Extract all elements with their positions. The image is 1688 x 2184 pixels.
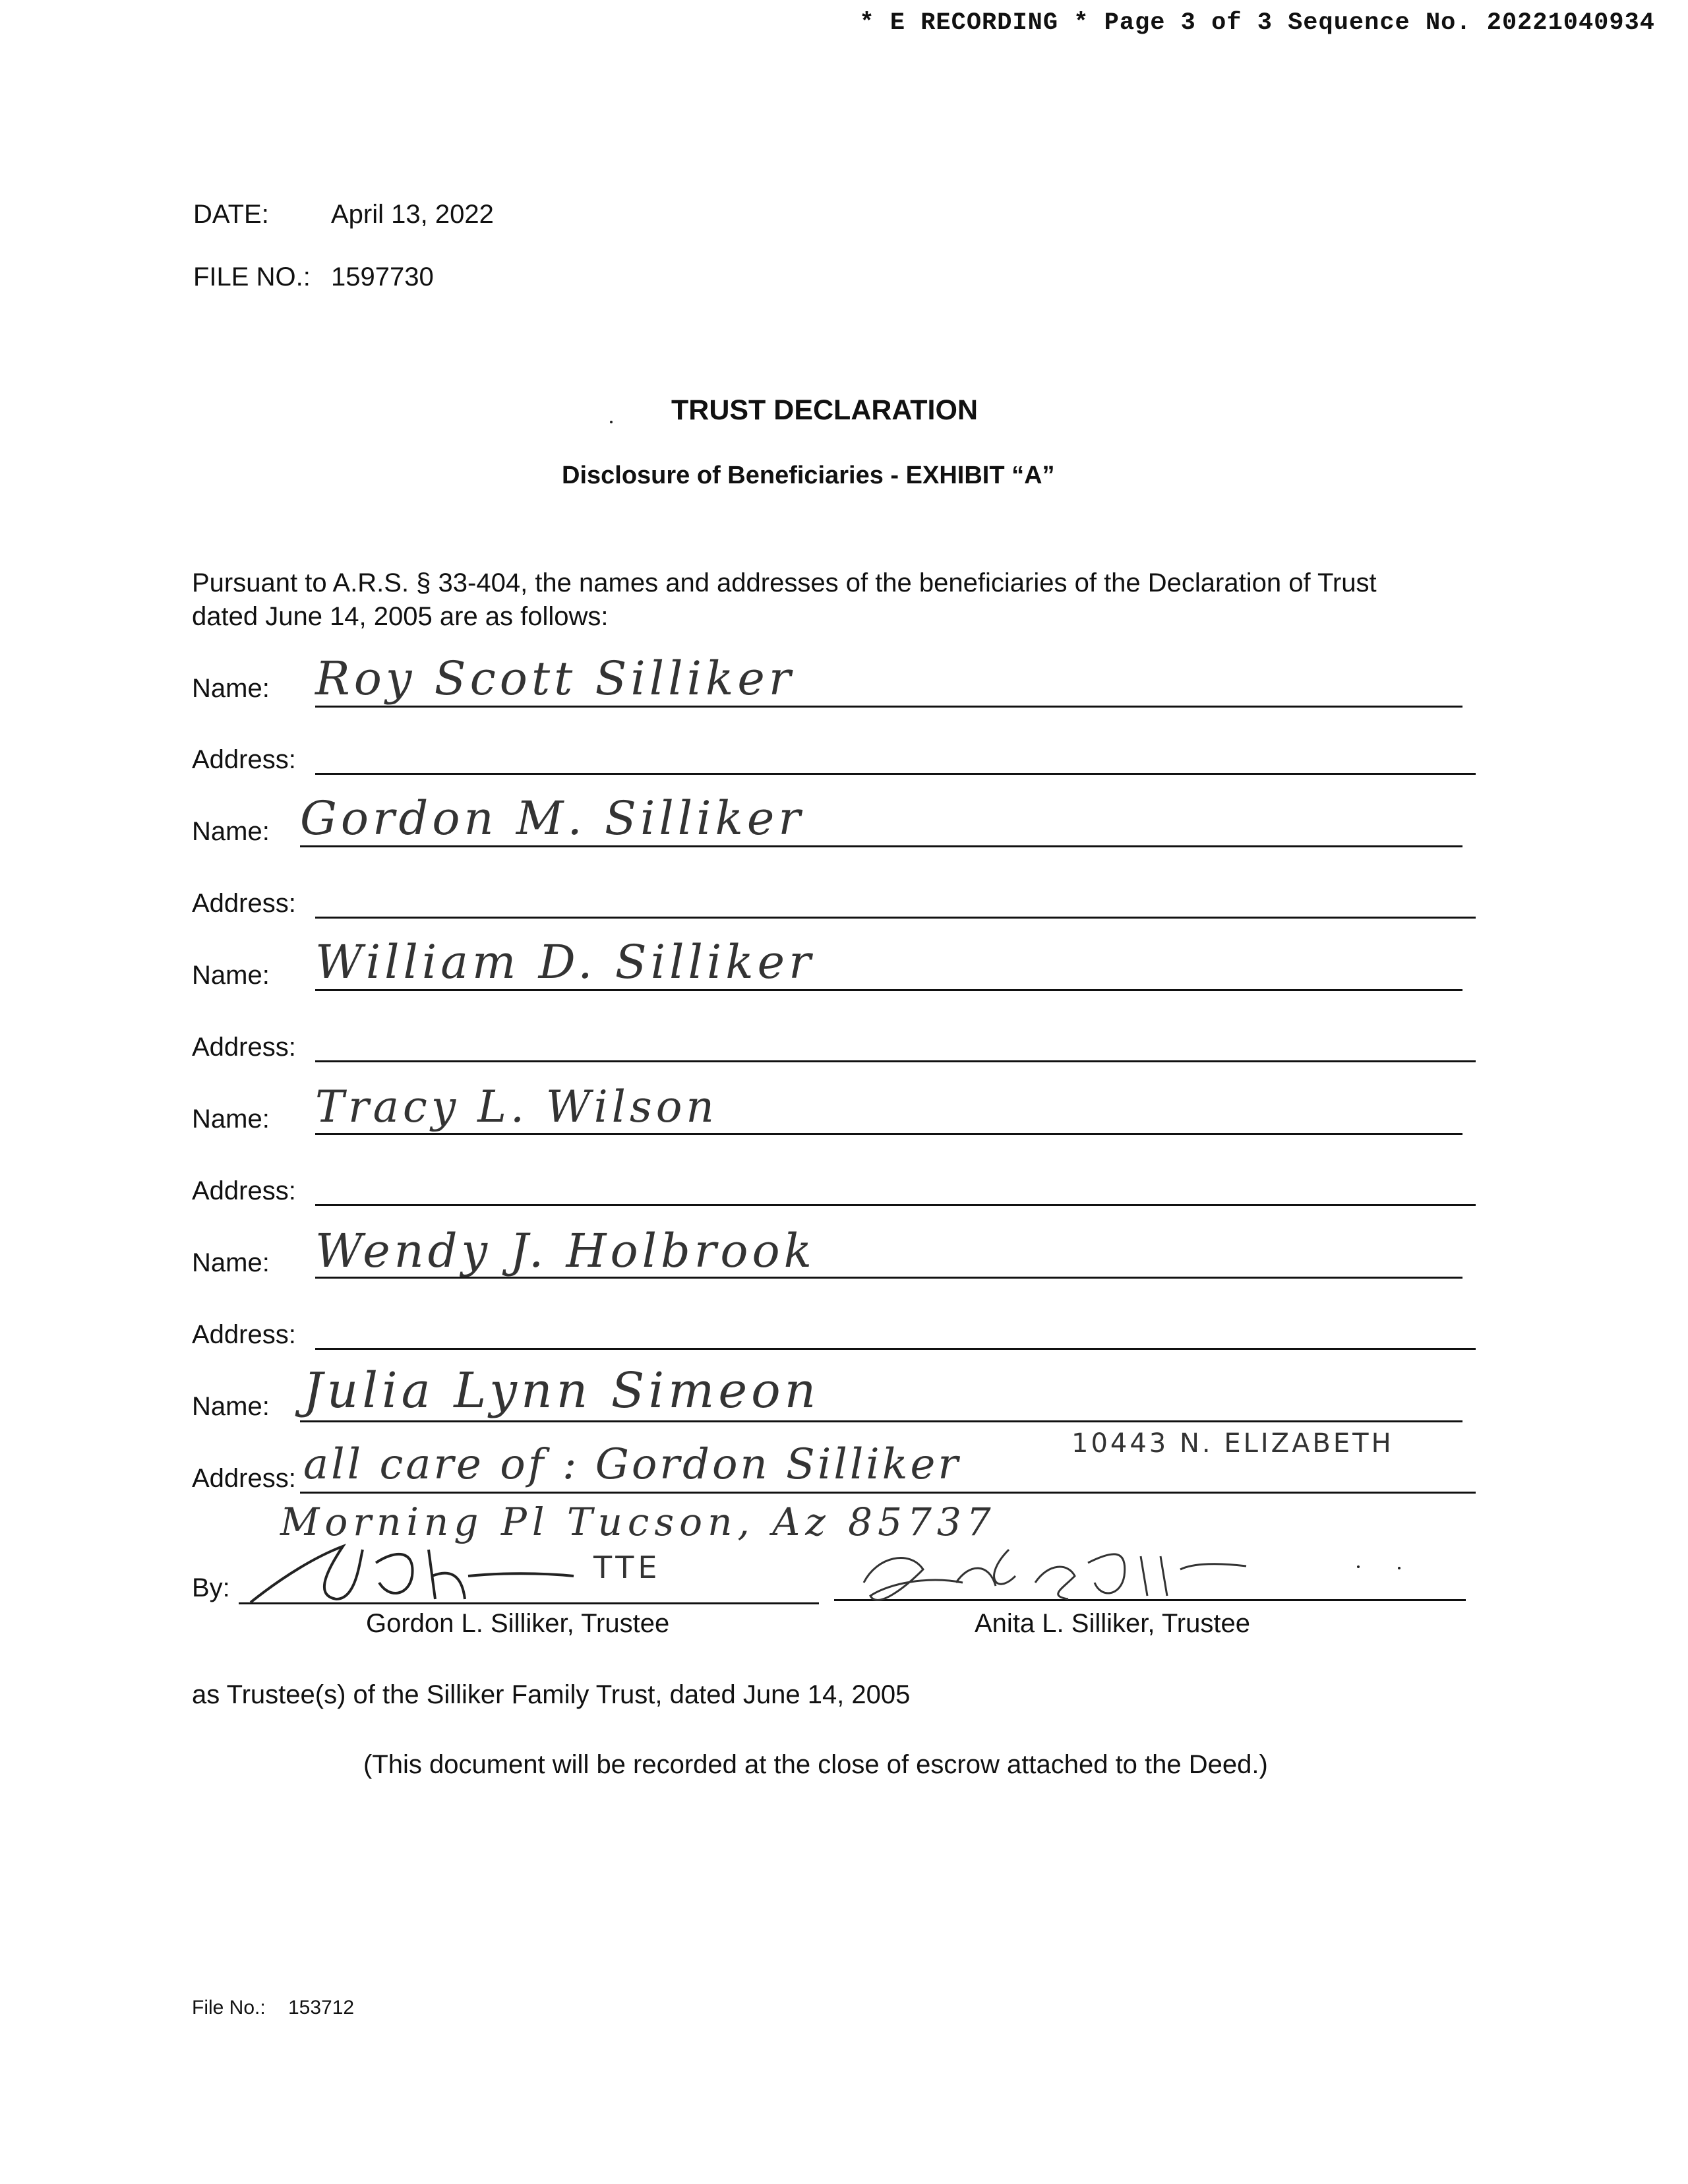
address-line [315, 1348, 1476, 1350]
beneficiary-address-city: Morning Pl Tucson, Az 85737 [280, 1500, 996, 1544]
name-line [315, 989, 1462, 991]
name-label: Name: [192, 1248, 270, 1277]
stray-dot [1357, 1565, 1360, 1568]
file-number-value: 1597730 [331, 262, 434, 291]
name-label: Name: [192, 817, 270, 846]
document-subtitle: Disclosure of Beneficiaries - EXHIBIT “A” [562, 462, 1055, 489]
trustee-signature-right [851, 1536, 1325, 1616]
name-line [300, 845, 1462, 847]
trustee-statement: as Trustee(s) of the Silliker Family Trust, dated June 14, 2005 [192, 1680, 911, 1709]
footer-file-value: 153712 [288, 1997, 355, 2018]
stray-dot [610, 421, 613, 423]
beneficiary-name: Wendy J. Holbrook [315, 1224, 816, 1278]
recording-stamp: * E RECORDING * Page 3 of 3 Sequence No. 20221040934 [859, 9, 1655, 37]
date-value: April 13, 2022 [331, 200, 494, 229]
address-label: Address: [192, 1033, 296, 1062]
beneficiary-address-street: 10443 N. ELIZABETH [1071, 1428, 1394, 1459]
beneficiary-name: Roy Scott Silliker [315, 652, 795, 706]
address-label: Address: [192, 745, 296, 774]
stray-dot [1398, 1567, 1401, 1569]
address-label: Address: [192, 1464, 296, 1493]
name-line [315, 1133, 1462, 1135]
address-line [315, 917, 1476, 919]
name-line [300, 1420, 1462, 1422]
beneficiary-name: William D. Silliker [315, 935, 815, 989]
address-line [300, 1492, 1476, 1494]
name-line [315, 706, 1462, 708]
address-line [315, 773, 1476, 775]
address-line [315, 1060, 1476, 1062]
trustee-caption-right: Anita L. Silliker, Trustee [975, 1609, 1250, 1638]
tte-mark: TTE [593, 1550, 661, 1585]
address-line [315, 1204, 1476, 1206]
by-label: By: [192, 1573, 230, 1602]
address-label: Address: [192, 1320, 296, 1349]
name-label: Name: [192, 1392, 270, 1421]
trustee-caption-left: Gordon L. Silliker, Trustee [366, 1609, 670, 1638]
beneficiary-name: Gordon M. Silliker [300, 791, 804, 845]
intro-line-2: dated June 14, 2005 are as follows: [192, 602, 609, 631]
name-label: Name: [192, 674, 270, 703]
beneficiary-address: all care of : Gordon Silliker [303, 1440, 961, 1489]
address-label: Address: [192, 1176, 296, 1205]
address-label: Address: [192, 889, 296, 918]
intro-line-1: Pursuant to A.R.S. § 33-404, the names and addresses of the beneficiaries of the Declaration of Trust [192, 568, 1377, 597]
file-number-label: FILE NO.: [193, 262, 311, 291]
document-title: TRUST DECLARATION [671, 394, 979, 426]
footer-file-label: File No.: [192, 1997, 266, 2018]
name-label: Name: [192, 961, 270, 990]
beneficiary-name: Julia Lynn Simeon [303, 1362, 820, 1419]
name-label: Name: [192, 1105, 270, 1134]
escrow-note: (This document will be recorded at the close of escrow attached to the Deed.) [363, 1750, 1268, 1779]
beneficiary-name: Tracy L. Wilson [315, 1081, 718, 1132]
date-label: DATE: [193, 200, 269, 229]
